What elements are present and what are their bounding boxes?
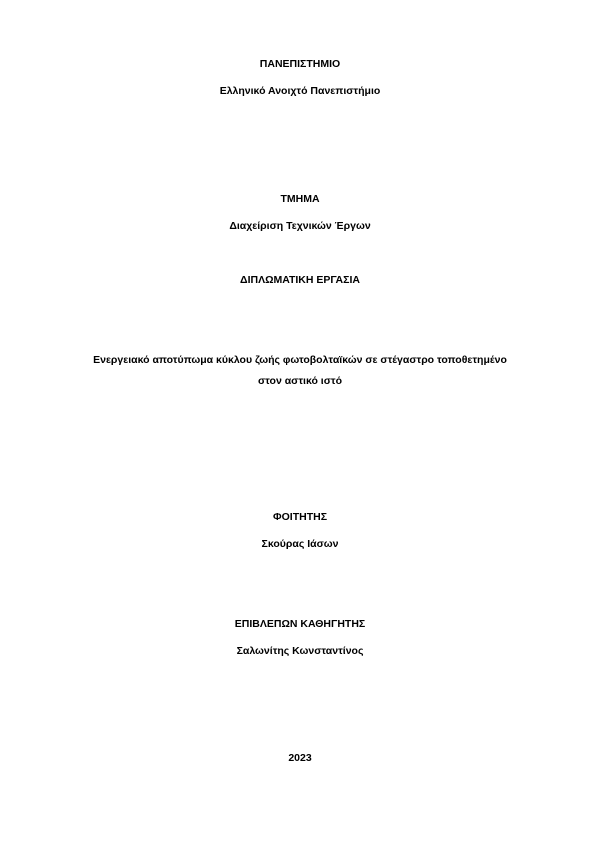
- thesis-title-line-1: Ενεργειακό αποτύπωμα κύκλου ζωής φωτοβολταϊκών σε στέγαστρο τοποθετημένο: [93, 354, 507, 366]
- department-heading: ΤΜΗΜΑ: [280, 193, 320, 205]
- university-name: Ελληνικό Ανοιχτό Πανεπιστήμιο: [219, 85, 381, 97]
- thesis-type: ΔΙΠΛΩΜΑΤΙΚΗ ΕΡΓΑΣΙΑ: [240, 274, 360, 286]
- supervisor-name: Σαλωνίτης Κωνσταντίνος: [236, 645, 364, 657]
- thesis-title-line-2: στον αστικό ιστό: [257, 375, 343, 387]
- year: 2023: [288, 752, 312, 764]
- student-heading: ΦΟΙΤΗΤΗΣ: [273, 511, 327, 523]
- student-name: Σκούρας Ιάσων: [261, 538, 339, 550]
- thesis-title: [30, 350, 570, 392]
- university-heading: ΠΑΝΕΠΙΣΤΗΜΙΟ: [259, 58, 341, 70]
- supervisor-heading: ΕΠΙΒΛΕΠΩΝ ΚΑΘΗΓΗΤΗΣ: [234, 618, 366, 630]
- department-name: Διαχείριση Τεχνικών Έργων: [229, 220, 371, 232]
